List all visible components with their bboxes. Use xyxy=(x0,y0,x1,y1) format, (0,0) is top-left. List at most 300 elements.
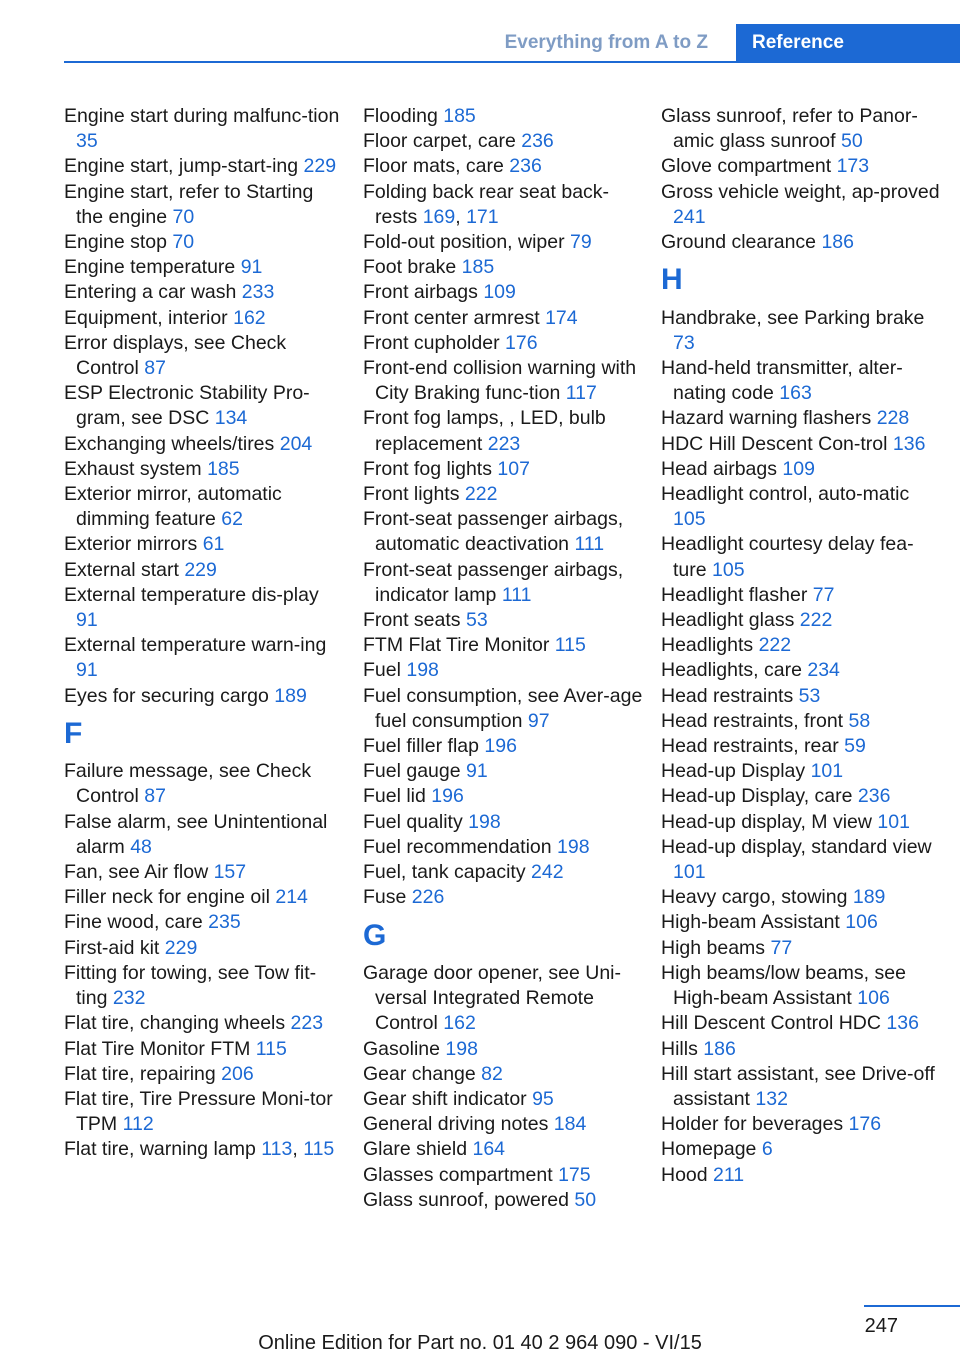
index-entry xyxy=(661,230,941,255)
page-reference-link[interactable]: 157 xyxy=(213,861,247,884)
index-term: Flat tire, warning lamp xyxy=(64,1138,256,1161)
page-reference-link[interactable]: 136 xyxy=(892,432,926,455)
index-entry xyxy=(64,684,344,709)
index-entry xyxy=(363,457,643,482)
index-term: Gear shift indicator xyxy=(363,1087,527,1110)
index-term: Front cupholder xyxy=(363,331,500,354)
page-reference-link[interactable]: 196 xyxy=(431,785,464,808)
index-term: Glare shield xyxy=(363,1138,468,1161)
index-entry xyxy=(661,1163,941,1188)
index-term: Flat Tire Monitor FTM xyxy=(64,1037,251,1060)
page-reference-link[interactable]: 185 xyxy=(443,105,476,127)
index-term: Entering a car wash xyxy=(64,281,237,304)
index-entry xyxy=(64,230,344,255)
page-reference-link[interactable]: 134 xyxy=(214,407,248,430)
index-entry xyxy=(363,860,643,885)
index-term: Engine temperature xyxy=(64,256,236,279)
index-term: External temperature dis-play xyxy=(64,583,319,606)
index-entry xyxy=(64,280,344,305)
index-entry xyxy=(64,180,344,230)
index-entry xyxy=(661,1112,941,1137)
index-term: Front-seat passenger airbags, automatic deactivation xyxy=(363,508,624,556)
index-term: Fan, see Air flow xyxy=(64,861,209,884)
page-reference-link[interactable]: 115 xyxy=(255,1037,287,1060)
index-entry xyxy=(64,532,344,557)
index-term: Homepage xyxy=(661,1138,757,1161)
page-reference-link[interactable]: 105 xyxy=(673,508,706,531)
index-entry xyxy=(64,255,344,280)
page-reference-link[interactable]: 169 xyxy=(422,205,456,228)
index-entry xyxy=(661,608,941,633)
index-entry xyxy=(661,885,941,910)
page-reference-link[interactable]: 186 xyxy=(821,231,854,254)
index-term: False alarm, see Unintentional alarm xyxy=(64,810,328,858)
index-entry xyxy=(64,633,344,683)
index-term: Floor carpet, care xyxy=(363,130,516,153)
index-term: Eyes for securing cargo xyxy=(64,684,269,707)
page-reference-link[interactable]: 87 xyxy=(144,357,166,380)
page-reference-link[interactable]: 241 xyxy=(673,205,706,228)
index-term: High-beam Assistant xyxy=(661,911,840,934)
index-entry xyxy=(363,1188,643,1213)
index-term: Head restraints, rear xyxy=(661,735,839,758)
index-term: Failure message, see Check Control xyxy=(64,760,312,808)
index-entry xyxy=(661,180,941,230)
index-entry xyxy=(64,910,344,935)
index-term: Gear change xyxy=(363,1062,476,1085)
index-term: Fuel filler flap xyxy=(363,735,479,758)
index-term: Engine start, refer to Starting the engine xyxy=(64,180,314,228)
index-term: Hills xyxy=(661,1037,698,1060)
page-reference-link[interactable]: 77 xyxy=(812,583,835,606)
index-term: Hand-held transmitter, alter-nating code xyxy=(661,357,903,405)
index-entry xyxy=(363,961,643,1037)
index-entry xyxy=(64,961,344,1011)
index-entry xyxy=(64,1087,344,1137)
index-entry xyxy=(661,406,941,431)
index-term: Fuel gauge xyxy=(363,760,461,783)
index-term: General driving notes xyxy=(363,1113,549,1136)
page-reference-link[interactable]: 101 xyxy=(810,760,844,783)
index-term: Fold-out position, wiper xyxy=(363,231,565,254)
page-reference-link[interactable]: 105 xyxy=(712,558,745,581)
page-reference-link[interactable]: 106 xyxy=(845,911,878,934)
index-term: Glove compartment xyxy=(661,155,832,178)
index-entry xyxy=(64,306,344,331)
page-reference-link[interactable]: 222 xyxy=(464,483,498,506)
index-entry xyxy=(363,356,643,406)
page-reference-link[interactable]: 174 xyxy=(545,306,578,329)
index-term: First-aid kit xyxy=(64,936,160,959)
index-entry xyxy=(661,306,941,356)
page-reference-link[interactable]: 113 xyxy=(261,1138,293,1161)
page-reference-link[interactable]: 204 xyxy=(279,432,313,455)
index-term: Error displays, see Check Control xyxy=(64,331,287,380)
index-entry xyxy=(363,633,643,658)
page-reference-link[interactable]: 132 xyxy=(755,1087,788,1110)
page-reference-link[interactable]: 185 xyxy=(461,256,495,279)
index-term: Equipment, interior xyxy=(64,306,228,329)
index-term: External temperature warn-ing xyxy=(64,634,327,657)
page-reference-link[interactable]: 50 xyxy=(841,130,863,153)
page-reference-link[interactable]: 95 xyxy=(532,1087,554,1110)
index-term: Filler neck for engine oil xyxy=(64,886,270,909)
page-reference-link[interactable]: 111 xyxy=(501,583,532,606)
page-reference-link[interactable]: 107 xyxy=(497,457,530,480)
index-term: Fuse xyxy=(363,886,407,909)
index-entry xyxy=(661,154,941,179)
index-term: Engine start, jump-start-ing xyxy=(64,155,299,178)
page-reference-link[interactable]: 50 xyxy=(574,1188,597,1211)
page-reference-link[interactable]: 106 xyxy=(857,987,890,1010)
index-entry xyxy=(64,810,344,860)
page-reference-link[interactable]: 115 xyxy=(554,634,586,657)
index-entry xyxy=(363,1163,643,1188)
page-reference-link[interactable]: 53 xyxy=(465,609,488,632)
section-title: Everything from A to Z xyxy=(504,32,708,53)
index-term: Head restraints, front xyxy=(661,709,844,732)
index-term: Fitting for towing, see Tow fit-ting xyxy=(64,961,317,1010)
page-reference-link[interactable]: 184 xyxy=(553,1113,587,1136)
index-entry xyxy=(64,104,344,154)
index-term: Exchanging wheels/tires xyxy=(64,432,275,455)
page-reference-link[interactable]: 214 xyxy=(275,886,308,909)
index-entry xyxy=(661,457,941,482)
index-term: Hill start assistant, see Drive-off assistant xyxy=(661,1062,935,1110)
index-term: Head-up Display xyxy=(661,760,806,783)
index-entry xyxy=(363,835,643,860)
index-term: Flat tire, repairing xyxy=(64,1062,216,1085)
page-reference-link[interactable]: 77 xyxy=(770,936,793,959)
page-reference-link[interactable]: 112 xyxy=(122,1113,154,1136)
index-entry xyxy=(661,432,941,457)
index-entry xyxy=(64,457,344,482)
index-term: Flooding xyxy=(363,105,438,127)
index-entry xyxy=(64,331,344,381)
index-entry xyxy=(64,432,344,457)
index-entry xyxy=(64,558,344,583)
index-entry xyxy=(363,608,643,633)
index-term: Headlight courtesy delay fea-ture xyxy=(661,533,914,581)
index-term: Exterior mirrors xyxy=(64,533,198,556)
index-term: Head restraints xyxy=(661,684,794,707)
page-reference-link[interactable]: 234 xyxy=(807,659,840,682)
index-term: Front center armrest xyxy=(363,306,540,329)
page-reference-link[interactable]: 196 xyxy=(484,735,517,758)
footer-rule xyxy=(864,1305,960,1307)
index-term: Head-up Display, care xyxy=(661,785,853,808)
index-entry xyxy=(64,1062,344,1087)
index-entry xyxy=(661,936,941,961)
page-reference-link[interactable]: 189 xyxy=(852,886,886,909)
index-entry xyxy=(64,482,344,532)
index-entry xyxy=(363,280,643,305)
page-reference-link[interactable]: 173 xyxy=(836,155,870,178)
page-reference-link[interactable]: 79 xyxy=(570,231,592,254)
page-reference-link[interactable]: 229 xyxy=(164,936,198,959)
chapter-tab: Reference xyxy=(736,24,960,61)
page-reference-link[interactable]: 236 xyxy=(857,785,891,808)
page-reference-link[interactable]: 58 xyxy=(848,709,871,732)
index-entry xyxy=(661,532,941,582)
index-entry xyxy=(363,1062,643,1087)
index-entry xyxy=(363,684,643,734)
index-entry xyxy=(363,482,643,507)
index-term: Head-up display, standard view xyxy=(661,835,932,858)
index-term: Fine wood, care xyxy=(64,911,203,934)
index-entry: Flat tire, warning lamp 113, 115 xyxy=(64,1138,335,1161)
index-term: Exterior mirror, automatic dimming feature xyxy=(64,483,282,531)
page-reference-link[interactable]: 117 xyxy=(565,382,597,405)
index-entry xyxy=(64,936,344,961)
page-reference-link[interactable]: 115 xyxy=(303,1138,335,1161)
page-reference-link[interactable]: 236 xyxy=(509,155,542,178)
index-term: Front-end collision warning with City Braking func-tion xyxy=(363,357,637,405)
index-term: Engine stop xyxy=(64,231,167,254)
page-reference-link[interactable]: 198 xyxy=(468,810,501,833)
page-reference-link[interactable]: 82 xyxy=(481,1062,503,1085)
section-letter: F xyxy=(64,716,83,750)
index-entry xyxy=(661,633,941,658)
index-term: FTM Flat Tire Monitor xyxy=(363,634,550,657)
page-reference-link[interactable]: 97 xyxy=(527,709,550,732)
page-reference-link[interactable]: 73 xyxy=(673,331,695,354)
page-number: 247 xyxy=(864,1315,898,1337)
index-term: Folding back rear seat back-rests xyxy=(363,180,610,228)
index-term: Fuel, tank capacity xyxy=(363,861,526,884)
index-column-2 xyxy=(363,104,643,1213)
index-term: Hood xyxy=(661,1163,708,1186)
index-term: Handbrake, see Parking brake xyxy=(661,306,925,329)
page-reference-link[interactable]: 59 xyxy=(844,735,866,758)
index-term: Headlight flasher xyxy=(661,583,808,606)
page-reference-link[interactable]: 198 xyxy=(445,1037,478,1060)
page-reference-link[interactable]: 101 xyxy=(673,861,706,884)
index-term: Headlights xyxy=(661,634,754,657)
section-letter: H xyxy=(661,263,683,297)
page-reference-link[interactable]: 235 xyxy=(208,911,241,934)
page-reference-link[interactable]: 164 xyxy=(472,1138,506,1161)
page-header xyxy=(0,24,960,62)
index-entry xyxy=(363,558,643,608)
index-entry xyxy=(661,759,941,784)
index-term: Hill Descent Control HDC xyxy=(661,1012,881,1035)
page-reference-link[interactable]: 176 xyxy=(848,1113,882,1136)
index-term: Ground clearance xyxy=(661,231,817,254)
page-reference-link[interactable]: 35 xyxy=(76,130,98,153)
index-entry xyxy=(363,1112,643,1137)
index-term: Fuel consumption, see Aver-age fuel consumption xyxy=(363,684,643,732)
page-reference-link[interactable]: 189 xyxy=(274,684,307,707)
index-entry xyxy=(363,306,643,331)
page-reference-link[interactable]: 198 xyxy=(557,835,590,858)
page-reference-link[interactable]: 70 xyxy=(172,231,195,254)
page-reference-link[interactable]: 62 xyxy=(221,508,243,531)
page-reference-link[interactable]: 223 xyxy=(290,1012,324,1035)
index-term: Headlight glass xyxy=(661,609,795,632)
index-entry xyxy=(363,406,643,456)
index-entry xyxy=(661,1011,941,1036)
page-reference-link[interactable]: 222 xyxy=(799,609,833,632)
index-term: High beams xyxy=(661,936,766,959)
page-reference-link[interactable]: 171 xyxy=(466,205,499,228)
index-entry xyxy=(363,658,643,683)
index-entry xyxy=(661,356,941,406)
index-term: Garage door opener, see Uni-versal Integrated Remote Control xyxy=(363,961,621,1035)
page-reference-link[interactable]: 222 xyxy=(758,634,792,657)
page-reference-link[interactable]: 109 xyxy=(483,281,516,304)
index-entry xyxy=(661,1137,941,1162)
index-term: HDC Hill Descent Con-trol xyxy=(661,432,888,455)
index-entry xyxy=(64,759,344,809)
index-entry xyxy=(661,810,941,835)
index-entry xyxy=(661,583,941,608)
index-term: Engine start during malfunc-tion xyxy=(64,105,340,127)
page-reference-link[interactable]: 163 xyxy=(779,382,812,405)
index-entry xyxy=(363,331,643,356)
index-entry xyxy=(363,885,643,910)
page-reference-link[interactable]: 226 xyxy=(411,886,445,909)
index-term: Exhaust system xyxy=(64,457,202,480)
index-term: Front lights xyxy=(363,483,460,506)
index-entry xyxy=(661,961,941,1011)
index-entry xyxy=(363,1087,643,1112)
index-term: Hazard warning flashers xyxy=(661,407,872,430)
index-entry xyxy=(661,658,941,683)
page-reference-link[interactable]: 109 xyxy=(782,457,815,480)
section-letter: G xyxy=(363,918,387,952)
index-term: Fuel recommendation xyxy=(363,835,552,858)
index-term: Glass sunroof, refer to Panor-amic glass sunroof xyxy=(661,105,918,153)
index-term: Headlights, care xyxy=(661,659,802,682)
index-term: Gross vehicle weight, ap-proved xyxy=(661,180,940,203)
page-reference-link[interactable]: 91 xyxy=(466,760,488,783)
index-entry xyxy=(661,835,941,885)
page-reference-link[interactable]: 229 xyxy=(184,558,217,581)
index-column-1 xyxy=(64,104,344,1163)
index-entry xyxy=(661,482,941,532)
index-entry xyxy=(661,734,941,759)
page-reference-link[interactable]: 6 xyxy=(761,1138,773,1161)
index-entry xyxy=(363,255,643,280)
index-entry xyxy=(64,885,344,910)
page-reference-link[interactable]: 242 xyxy=(531,861,564,884)
index-entry xyxy=(64,583,344,633)
index-entry xyxy=(64,381,344,431)
page-reference-link[interactable]: 61 xyxy=(202,533,225,556)
page-reference-link[interactable]: 101 xyxy=(877,810,910,833)
index-entry xyxy=(363,1137,643,1162)
index-entry xyxy=(363,230,643,255)
header-rule xyxy=(64,61,960,63)
page-reference-link[interactable]: 232 xyxy=(112,987,146,1010)
index-term: ESP Electronic Stability Pro-gram, see DSC xyxy=(64,382,310,430)
index-term: Flat tire, Tire Pressure Moni-tor TPM xyxy=(64,1087,333,1136)
index-term: Head-up display, M view xyxy=(661,810,872,833)
page-reference-link[interactable]: 223 xyxy=(487,432,521,455)
index-entry xyxy=(363,1037,643,1062)
index-term: Glass sunroof, powered xyxy=(363,1188,569,1211)
index-entry xyxy=(363,759,643,784)
index-entry xyxy=(363,784,643,809)
index-term: External start xyxy=(64,558,179,581)
index-term: Fuel quality xyxy=(363,810,463,833)
index-entry xyxy=(661,709,941,734)
page-reference-link[interactable]: 111 xyxy=(574,533,605,556)
index-entry xyxy=(64,154,344,179)
index-entry xyxy=(363,734,643,759)
edition-note: Online Edition for Part no. 01 40 2 964 090 - VI/15 xyxy=(258,1332,702,1354)
index-term: Gasoline xyxy=(363,1037,440,1060)
page-reference-link[interactable]: 233 xyxy=(241,281,275,304)
page-reference-link[interactable]: 91 xyxy=(76,659,98,682)
index-entry xyxy=(363,810,643,835)
index-term: Headlight control, auto-matic xyxy=(661,483,910,506)
index-term: Front-seat passenger airbags, indicator lamp xyxy=(363,558,624,606)
index-entry xyxy=(363,129,643,154)
index-term: Heavy cargo, stowing xyxy=(661,886,848,909)
index-term: Glasses compartment xyxy=(363,1163,553,1186)
page-reference-link[interactable]: 87 xyxy=(144,785,166,808)
page-reference-link[interactable]: 162 xyxy=(443,1012,476,1035)
page-reference-link[interactable]: 206 xyxy=(221,1062,254,1085)
index-term: Foot brake xyxy=(363,256,457,279)
page-reference-link[interactable]: 228 xyxy=(876,407,910,430)
page-reference-link[interactable]: 70 xyxy=(172,205,195,228)
index-entry xyxy=(64,1037,344,1062)
index-term: Holder for beverages xyxy=(661,1113,844,1136)
index-term: Front fog lights xyxy=(363,457,492,480)
page-reference-link[interactable]: 53 xyxy=(798,684,821,707)
page-reference-link[interactable]: 176 xyxy=(505,331,538,354)
index-entry: Folding back rear seat back-rests 169, 171 xyxy=(363,180,610,228)
index-term: Front airbags xyxy=(363,281,478,304)
index-entry xyxy=(661,104,941,154)
index-column-3 xyxy=(661,104,941,1188)
index-entry xyxy=(661,1037,941,1062)
index-term: Head airbags xyxy=(661,457,777,480)
page-reference-link[interactable]: 198 xyxy=(406,659,439,682)
page-reference-link[interactable]: 91 xyxy=(76,609,98,632)
index-entry xyxy=(64,860,344,885)
page-reference-link[interactable]: 91 xyxy=(240,256,263,279)
index-entry xyxy=(363,154,643,179)
index-term: Flat tire, changing wheels xyxy=(64,1012,286,1035)
index-entry xyxy=(363,507,643,557)
index-entry xyxy=(661,910,941,935)
index-term: Fuel lid xyxy=(363,785,426,808)
page-reference-link[interactable]: 229 xyxy=(303,155,337,178)
index-entry xyxy=(661,684,941,709)
page-reference-link[interactable]: 211 xyxy=(713,1163,745,1186)
index-term: Front fog lamps, , LED, bulb replacement xyxy=(363,407,606,455)
index-term: Floor mats, care xyxy=(363,155,504,178)
index-term: Fuel xyxy=(363,659,401,682)
page-reference-link[interactable]: 236 xyxy=(521,130,554,153)
page-reference-link[interactable]: 175 xyxy=(558,1163,591,1186)
page-reference-link[interactable]: 186 xyxy=(703,1037,736,1060)
index-term: High beams/low beams, see High-beam Assistant xyxy=(661,961,906,1010)
index-entry xyxy=(661,1062,941,1112)
page-reference-link[interactable]: 136 xyxy=(886,1012,919,1035)
page-reference-link[interactable]: 48 xyxy=(130,835,152,858)
page-reference-link[interactable]: 162 xyxy=(233,306,266,329)
index-term: Front seats xyxy=(363,609,461,632)
index-entry xyxy=(64,1011,344,1036)
index-entry xyxy=(661,784,941,809)
page-reference-link[interactable]: 185 xyxy=(207,457,240,480)
index-entry xyxy=(363,104,643,129)
